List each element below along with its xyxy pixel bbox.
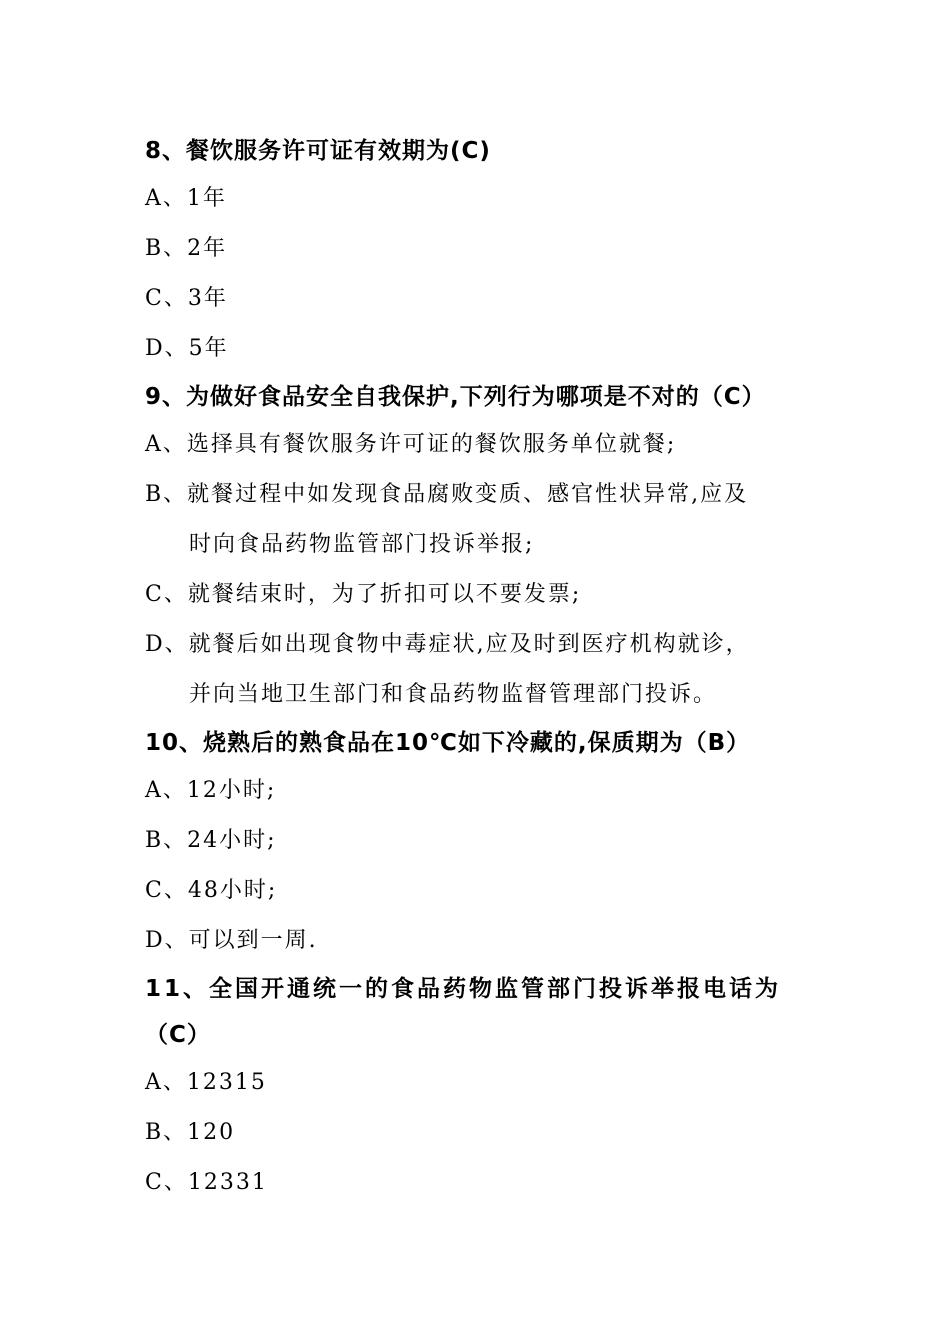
option-d: D、5年 bbox=[145, 336, 229, 361]
question-answer: （C） bbox=[145, 1022, 211, 1048]
question-text: 11、全国开通统一的食品药物监管部门投诉举报电话为 bbox=[145, 976, 782, 1002]
option-d-continuation: 并向当地卫生部门和食品药物监督管理部门投诉。 bbox=[189, 682, 718, 707]
question-10 bbox=[145, 720, 825, 966]
option-a: A、12小时; bbox=[145, 778, 277, 803]
option-a: A、选择具有餐饮服务许可证的餐饮服务单位就餐; bbox=[145, 432, 677, 457]
option-c: C、3年 bbox=[145, 286, 228, 311]
option-c: C、12331 bbox=[145, 1170, 268, 1195]
option-b: B、就餐过程中如发现食品腐败变质、感官性状异常,应及 bbox=[145, 482, 749, 507]
option-c: C、48小时; bbox=[145, 878, 278, 903]
question-text: 9、为做好食品安全自我保护,下列行为哪项是不对的（C） bbox=[145, 384, 766, 410]
option-a: A、12315 bbox=[145, 1070, 267, 1095]
question-8 bbox=[145, 128, 825, 374]
option-a: A、1年 bbox=[145, 186, 227, 211]
option-d: D、可以到一周. bbox=[145, 928, 318, 953]
option-d: D、就餐后如出现食物中毒症状,应及时到医疗机构就诊， bbox=[145, 632, 750, 657]
option-b: B、2年 bbox=[145, 236, 228, 261]
option-b: B、120 bbox=[145, 1120, 236, 1145]
document-page bbox=[145, 128, 825, 1208]
question-11 bbox=[145, 966, 825, 1208]
option-b-continuation: 时向食品药物监管部门投诉举报; bbox=[189, 532, 535, 557]
question-text: 10、烧熟后的熟食品在10℃如下冷藏的,保质期为（B） bbox=[145, 730, 751, 756]
option-b: B、24小时; bbox=[145, 828, 277, 853]
question-9 bbox=[145, 374, 825, 720]
question-text: 8、餐饮服务许可证有效期为(C) bbox=[145, 138, 491, 164]
option-c: C、就餐结束时，为了折扣可以不要发票; bbox=[145, 582, 582, 607]
